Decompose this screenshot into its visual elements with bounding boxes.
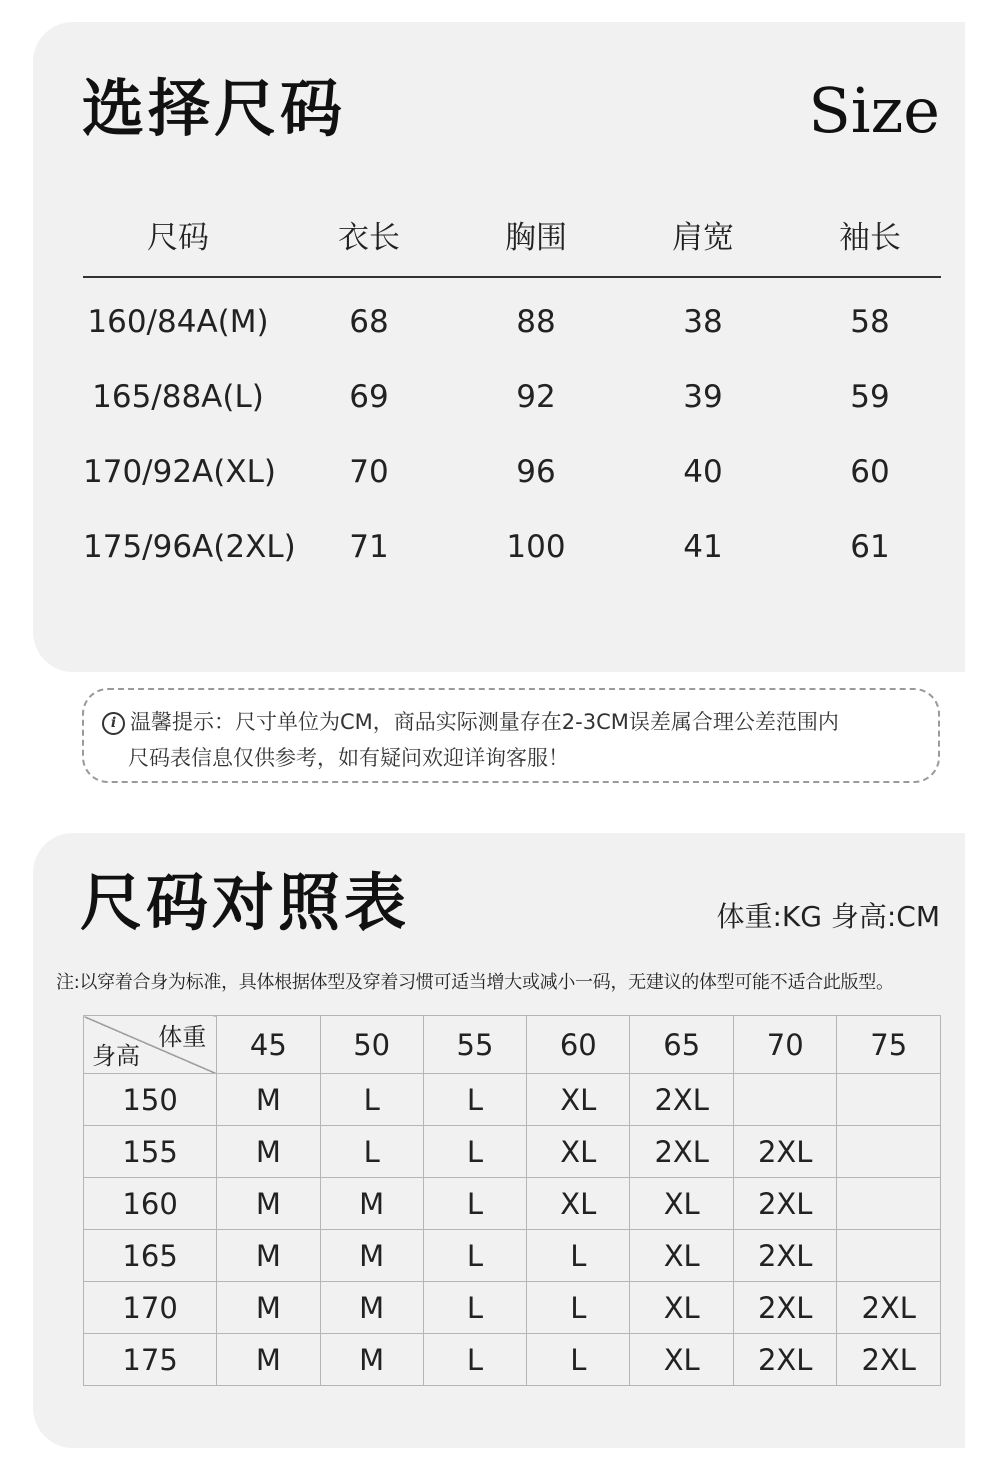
size-row (83, 359, 941, 434)
size-cell: M (320, 1334, 423, 1386)
size-row (83, 434, 941, 509)
header-chest: 胸围 (505, 220, 567, 256)
table-row (84, 1282, 941, 1334)
size-cell: L (320, 1074, 423, 1126)
size-cell: M (320, 1230, 423, 1282)
size-cell: 40 (683, 453, 723, 490)
size-cell (837, 1074, 941, 1126)
size-cell (837, 1230, 941, 1282)
size-row (83, 509, 941, 584)
weight-header: 45 (217, 1016, 320, 1074)
table-row (84, 1230, 941, 1282)
corner-weight-label: 体重 (158, 1023, 207, 1051)
size-title-en: Size (808, 74, 940, 147)
size-cell: L (527, 1334, 630, 1386)
size-cell: M (217, 1178, 320, 1230)
size-cell: 58 (850, 303, 890, 340)
size-cell: 92 (516, 378, 556, 415)
size-cell: XL (527, 1178, 630, 1230)
size-cell: 170/92A(XL) (83, 453, 276, 490)
size-cell: L (320, 1126, 423, 1178)
size-cell: XL (527, 1074, 630, 1126)
tip-box (82, 688, 940, 783)
header-sleeve: 袖长 (839, 220, 901, 256)
size-cell (837, 1126, 941, 1178)
size-cell: 165/88A(L) (92, 378, 264, 415)
weight-header: 70 (733, 1016, 837, 1074)
size-cell: M (217, 1334, 320, 1386)
info-icon: i (102, 712, 125, 735)
size-cell: L (527, 1282, 630, 1334)
fit-note: 注:以穿着合身为标准，具体根据体型及穿着习惯可适当增大或减小一码，无建议的体型可能不适合此版型。 (56, 972, 894, 993)
height-header: 160 (84, 1178, 217, 1230)
size-cell: XL (527, 1126, 630, 1178)
size-cell: L (423, 1282, 526, 1334)
size-cell: M (217, 1126, 320, 1178)
height-header: 150 (84, 1074, 217, 1126)
size-cell: 175/96A(2XL) (83, 528, 296, 565)
size-cell: 100 (506, 528, 566, 565)
size-cell: 2XL (733, 1178, 837, 1230)
size-cell: 160/84A(M) (87, 303, 269, 340)
size-cell: XL (630, 1178, 734, 1230)
size-cell: 39 (683, 378, 723, 415)
size-cell: 2XL (733, 1126, 837, 1178)
size-cell (733, 1074, 837, 1126)
size-cell: XL (630, 1334, 734, 1386)
size-cell: M (320, 1282, 423, 1334)
table-row (84, 1334, 941, 1386)
corner-height-label: 身高 (92, 1042, 140, 1070)
size-cell: L (423, 1230, 526, 1282)
size-cell: 2XL (733, 1282, 837, 1334)
size-cell: 2XL (837, 1282, 941, 1334)
size-title: 选择尺码 (82, 72, 347, 145)
size-cell: 68 (349, 303, 389, 340)
size-table (83, 210, 941, 584)
size-table-header (83, 210, 941, 276)
units-label: 体重:KG 身高:CM (716, 900, 940, 933)
size-cell: 70 (349, 453, 389, 490)
size-cell: 60 (850, 453, 890, 490)
size-row (83, 284, 941, 359)
size-cell: 88 (516, 303, 556, 340)
size-cell (837, 1178, 941, 1230)
height-header: 165 (84, 1230, 217, 1282)
weight-header: 50 (320, 1016, 423, 1074)
corner-cell (84, 1016, 217, 1074)
size-cell: 59 (850, 378, 890, 415)
size-cell: 2XL (630, 1126, 734, 1178)
size-cell: 2XL (837, 1334, 941, 1386)
size-cell: 2XL (733, 1230, 837, 1282)
size-cell: 61 (850, 528, 890, 565)
size-cell: XL (630, 1282, 734, 1334)
size-cell: 38 (683, 303, 723, 340)
size-cell: M (320, 1178, 423, 1230)
size-cell: 41 (683, 528, 723, 565)
height-header: 155 (84, 1126, 217, 1178)
chart-header-row (84, 1016, 941, 1074)
size-cell: L (423, 1074, 526, 1126)
size-cell: L (423, 1334, 526, 1386)
size-cell: M (217, 1074, 320, 1126)
header-size: 尺码 (147, 220, 209, 256)
size-chart-table (83, 1015, 941, 1386)
table-row (84, 1074, 941, 1126)
table-row (84, 1126, 941, 1178)
size-cell: 71 (349, 528, 389, 565)
weight-header: 60 (527, 1016, 630, 1074)
size-cell: L (423, 1178, 526, 1230)
height-header: 175 (84, 1334, 217, 1386)
header-shoulder: 肩宽 (672, 220, 734, 256)
tip-line-1: 温馨提示：尺寸单位为CM，商品实际测量存在2-3CM误差属合理公差范围内 (130, 710, 839, 734)
header-divider (83, 276, 941, 278)
weight-header: 75 (837, 1016, 941, 1074)
size-cell: M (217, 1282, 320, 1334)
table-row (84, 1178, 941, 1230)
size-cell: L (527, 1230, 630, 1282)
header-length: 衣长 (338, 220, 400, 256)
size-cell: M (217, 1230, 320, 1282)
size-cell: 2XL (733, 1334, 837, 1386)
height-header: 170 (84, 1282, 217, 1334)
size-chart-title: 尺码对照表 (80, 866, 411, 939)
size-cell: L (423, 1126, 526, 1178)
weight-header: 65 (630, 1016, 734, 1074)
tip-line-2: 尺码表信息仅供参考，如有疑问欢迎详询客服！ (128, 746, 569, 770)
size-cell: 96 (516, 453, 556, 490)
size-cell: 2XL (630, 1074, 734, 1126)
size-cell: 69 (349, 378, 389, 415)
weight-header: 55 (423, 1016, 526, 1074)
size-cell: XL (630, 1230, 734, 1282)
